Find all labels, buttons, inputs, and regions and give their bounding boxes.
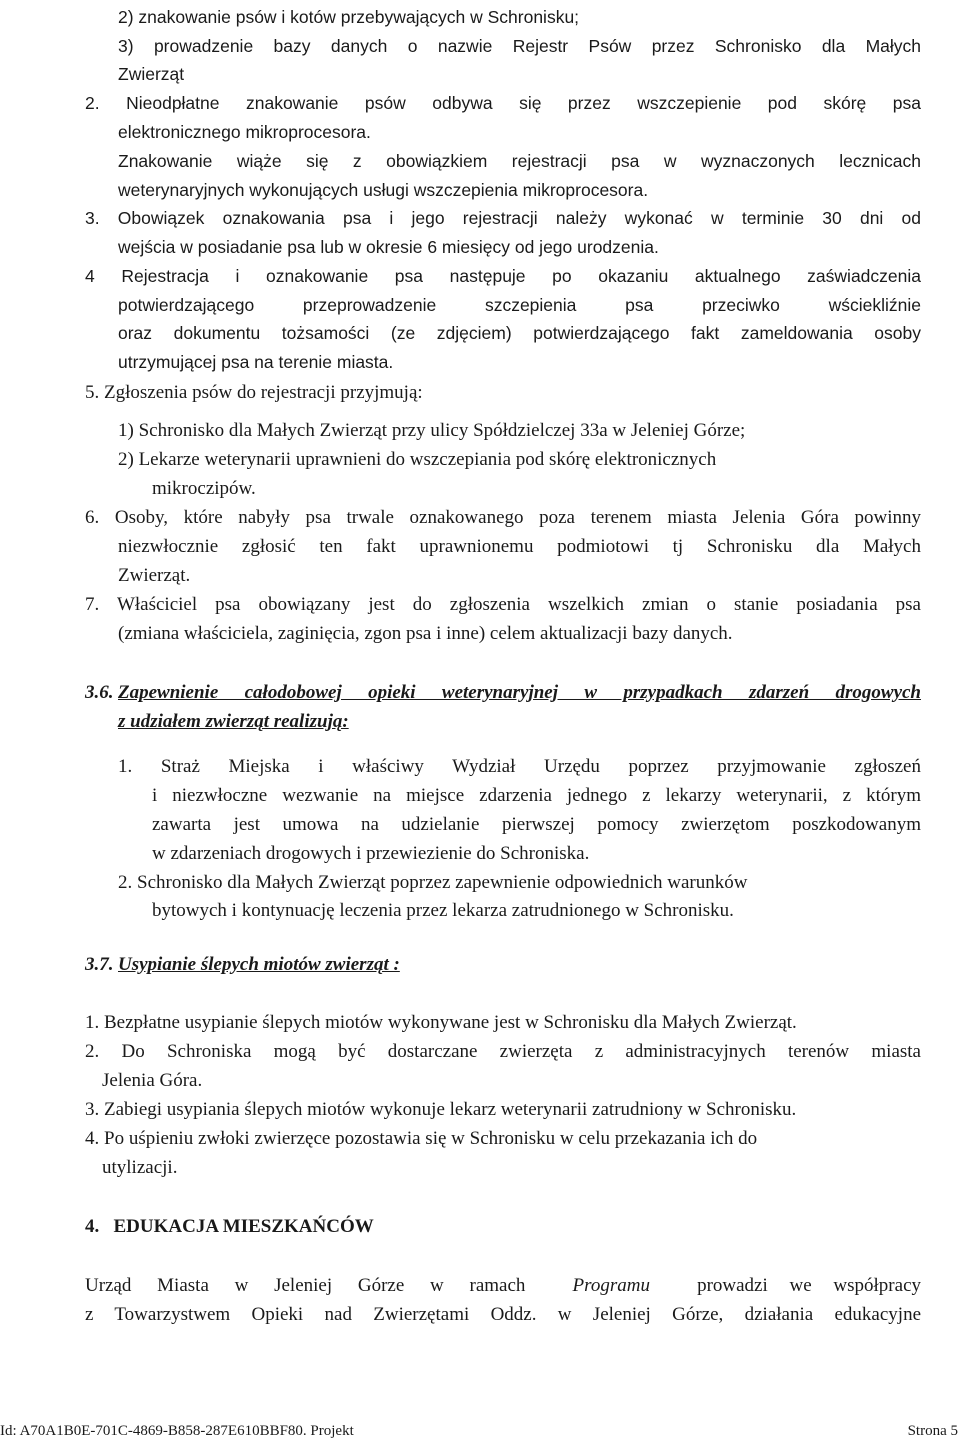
- document-id: Id: A70A1B0E-701C-4869-B858-287E610BBF80. Projekt: [0, 1423, 354, 1439]
- paragraph-3-cont: wejścia w posiadanie psa lub w okresie 6 miesięcy od jego urodzenia.: [118, 237, 659, 257]
- page-number: Strona 5: [907, 1423, 958, 1439]
- paragraph-4: 4 Rejestracja i oznakowanie psa następuje po okazaniu aktualnego zaświadczenia: [85, 266, 921, 286]
- paragraph-5-item-2: 2) Lekarze weterynarii uprawnieni do wszczepiania pod skórę elektronicznych: [118, 449, 717, 470]
- paragraph-7: 7. Właściciel psa obowiązany jest do zgłoszenia wszelkich zmian o stanie posiadania psa: [85, 594, 921, 615]
- section-3-6-item-1-cont-1: i niezwłoczne wezwanie na miejsce zdarzenia jednego z lekarzy weterynarii, z którym: [152, 785, 921, 806]
- section-4-paragraph-line-2: z Towarzystwem Opieki nad Zwierzętami Oddz. w Jeleniej Górze, działania edukacyjne: [85, 1304, 921, 1325]
- list-item-3-cont: Zwierząt: [118, 64, 185, 84]
- section-3-6-item-2: 2. Schronisko dla Małych Zwierząt poprzez zapewnienie odpowiednich warunków: [118, 872, 748, 893]
- paragraph-3: 3. Obowiązek oznakowania psa i jego rejestracji należy wykonać w terminie 30 dni od: [85, 208, 921, 228]
- section-3-6-item-2-cont: bytowych i kontynuację leczenia przez lekarza zatrudnionego w Schronisku.: [152, 900, 734, 921]
- text-span: Urząd Miasta w Jeleniej Górze w ramach: [85, 1275, 526, 1296]
- paragraph-2-b: Znakowanie wiąże się z obowiązkiem rejestracji psa w wyznaczonych lecznicach: [118, 151, 921, 171]
- paragraph-2: 2. Nieodpłatne znakowanie psów odbywa się przez wszczepienie pod skórę psa: [85, 93, 921, 113]
- section-3-6-number: 3.6.: [85, 682, 114, 703]
- section-3-6-item-1-cont-3: w zdarzeniach drogowych i przewiezienie do Schroniska.: [152, 843, 590, 864]
- section-4-heading: 4. EDUKACJA MIESZKAŃCÓW: [85, 1216, 374, 1237]
- section-3-6-title-cont: z udziałem zwierząt realizują:: [118, 711, 349, 732]
- paragraph-5-item-2-cont: mikroczipów.: [152, 478, 256, 499]
- paragraph-6: 6. Osoby, które nabyły psa trwale oznakowanego poza terenem miasta Jelenia Góra powinny: [85, 507, 921, 528]
- paragraph-2-b-cont: weterynaryjnych wykonujących usługi wszczepienia mikroprocesora.: [118, 180, 649, 200]
- paragraph-5: 5. Zgłoszenia psów do rejestracji przyjmują:: [85, 382, 423, 403]
- list-item-2: 2) znakowanie psów i kotów przebywających w Schronisku;: [118, 7, 580, 27]
- section-4-paragraph-line-1: [85, 1276, 921, 1295]
- section-3-7-title: Usypianie ślepych miotów zwierząt :: [118, 954, 400, 975]
- paragraph-2-cont: elektronicznego mikroprocesora.: [118, 122, 371, 142]
- section-3-7-item-4: 4. Po uśpieniu zwłoki zwierzęce pozostawia się w Schronisku w celu przekazania ich do: [85, 1128, 758, 1149]
- section-3-6-item-1-cont-2: zawarta jest umowa na udzielanie pierwszej pomocy zwierzętom poszkodowanym: [152, 814, 921, 835]
- paragraph-6-cont-2: Zwierząt.: [118, 565, 191, 586]
- section-3-6-item-1: 1. Straż Miejska i właściwy Wydział Urzędu poprzez przyjmowanie zgłoszeń: [118, 756, 921, 777]
- section-3-7-item-2-cont: Jelenia Góra.: [102, 1070, 203, 1091]
- paragraph-4-cont-1: potwierdzającego przeprowadzenie szczepienia psa przeciwko wściekliźnie: [118, 295, 921, 315]
- list-item-3: 3) prowadzenie bazy danych o nazwie Rejestr Psów przez Schronisko dla Małych: [118, 36, 921, 56]
- paragraph-5-item-1: 1) Schronisko dla Małych Zwierząt przy ulicy Spółdzielczej 33a w Jeleniej Górze;: [118, 420, 746, 441]
- section-3-7-item-2: 2. Do Schroniska mogą być dostarczane zwierzęta z administracyjnych terenów miasta: [85, 1041, 921, 1062]
- section-3-7-item-4-cont: utylizacji.: [102, 1157, 178, 1178]
- section-3-7-number: 3.7.: [85, 954, 114, 975]
- paragraph-4-cont-2: oraz dokumentu tożsamości (ze zdjęciem) potwierdzającego fakt zameldowania osoby: [118, 323, 921, 343]
- section-3-6-title: Zapewnienie całodobowej opieki weterynaryjnej w przypadkach zdarzeń drogowych: [118, 682, 921, 703]
- section-3-7-item-3: 3. Zabiegi usypiania ślepych miotów wykonuje lekarz weterynarii zatrudniony w Schronisku.: [85, 1099, 797, 1120]
- paragraph-7-cont: (zmiana właściciela, zaginięcia, zgon psa i inne) celem aktualizacji bazy danych.: [118, 623, 733, 644]
- paragraph-4-cont-3: utrzymującej psa na terenie miasta.: [118, 352, 394, 372]
- paragraph-6-cont: niezwłocznie zgłosić ten fakt uprawnionemu podmiotowi tj Schronisku dla Małych: [118, 536, 921, 557]
- program-word: Programu: [572, 1275, 650, 1296]
- section-3-7-item-1: 1. Bezpłatne usypianie ślepych miotów wykonywane jest w Schronisku dla Małych Zwierząt.: [85, 1012, 797, 1033]
- text-span: prowadzi we współpracy: [697, 1275, 921, 1296]
